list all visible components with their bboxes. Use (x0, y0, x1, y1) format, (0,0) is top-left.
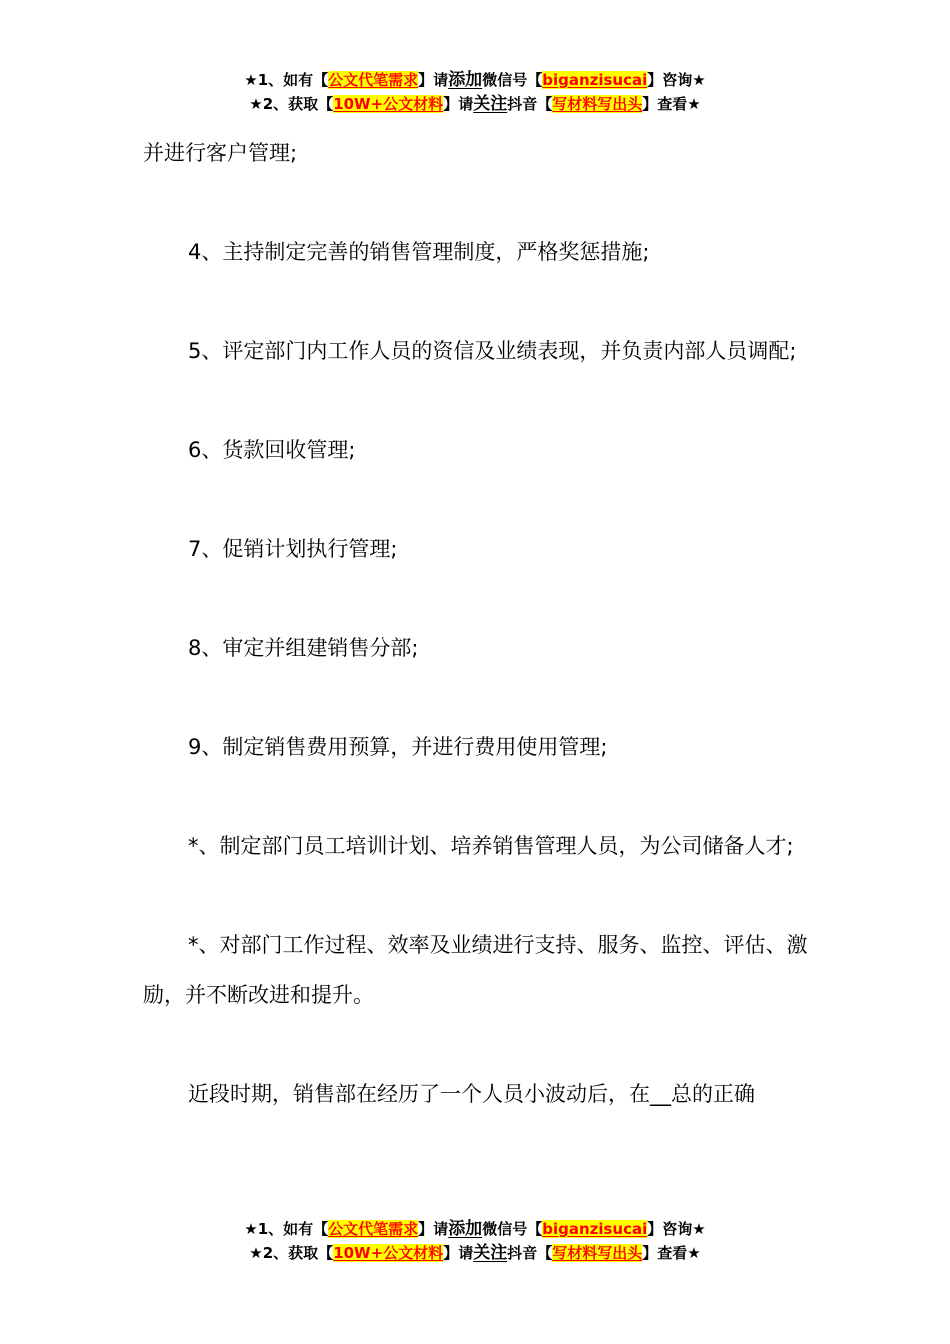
header-line-1-highlight-service: 公文代笔需求 (328, 71, 419, 89)
footer-line-1-highlight-service: 公文代笔需求 (328, 1220, 419, 1238)
header-line-2-text-a: 】请 (443, 95, 474, 113)
footer-line-2-text-a: 】请 (443, 1244, 474, 1262)
footer-line-2-suffix: 】查看★ (642, 1244, 701, 1262)
footer-banner (0, 1217, 950, 1265)
paragraph-item-9: 9、制定销售费用预算，并进行费用使用管理; (188, 735, 608, 759)
paragraph-item-7: 7、促销计划执行管理; (188, 537, 398, 561)
header-line-2-highlight-materials: 10W+公文材料 (333, 95, 444, 113)
header-line-1 (0, 68, 950, 92)
footer-line-1-prefix: ★1、如有【 (244, 1220, 329, 1238)
header-line-2-text-b: 抖音【 (507, 95, 553, 113)
footer-line-1-suffix: 】咨询★ (647, 1220, 706, 1238)
paragraph-continuation: 并进行客户管理; (143, 141, 298, 165)
paragraph-item-training: *、制定部门员工培训计划、培养销售管理人员，为公司储备人才; (188, 834, 794, 858)
header-line-2-suffix: 】查看★ (642, 95, 701, 113)
paragraph-item-4: 4、主持制定完善的销售管理制度，严格奖惩措施; (188, 240, 650, 264)
footer-line-1-emphasis: 添加 (448, 1219, 483, 1239)
header-line-1-text-b: 微信号【 (482, 71, 543, 89)
footer-line-2-highlight-account: 写材料写出头 (552, 1244, 643, 1262)
header-line-1-text-a: 】请 (418, 71, 449, 89)
paragraph-item-support: *、对部门工作过程、效率及业绩进行支持、服务、监控、评估、激励，并不断改进和提升。 (143, 933, 808, 1007)
header-line-1-emphasis: 添加 (448, 70, 483, 90)
header-line-1-suffix: 】咨询★ (647, 71, 706, 89)
header-line-2-prefix: ★2、获取【 (249, 95, 334, 113)
header-line-2 (0, 92, 950, 116)
header-line-2-emphasis: 关注 (473, 94, 508, 114)
header-banner (0, 68, 950, 116)
footer-line-1-text-b: 微信号【 (482, 1220, 543, 1238)
footer-line-1-text-a: 】请 (418, 1220, 449, 1238)
header-line-2-highlight-account: 写材料写出头 (552, 95, 643, 113)
header-line-1-prefix: ★1、如有【 (244, 71, 329, 89)
paragraph-item-5: 5、评定部门内工作人员的资信及业绩表现，并负责内部人员调配; (188, 339, 797, 363)
header-line-1-highlight-wechat: biganzisucai (542, 71, 648, 89)
paragraph-item-6: 6、货款回收管理; (188, 438, 356, 462)
document-body (143, 128, 813, 1168)
footer-line-1-highlight-wechat: biganzisucai (542, 1220, 648, 1238)
footer-line-2-highlight-materials: 10W+公文材料 (333, 1244, 444, 1262)
paragraph-item-8: 8、审定并组建销售分部; (188, 636, 419, 660)
footer-line-1 (0, 1217, 950, 1241)
paragraph-summary: 近段时期，销售部在经历了一个人员小波动后，在__总的正确 (188, 1082, 755, 1106)
footer-line-2-emphasis: 关注 (473, 1243, 508, 1263)
footer-line-2-text-b: 抖音【 (507, 1244, 553, 1262)
footer-line-2-prefix: ★2、获取【 (249, 1244, 334, 1262)
footer-line-2 (0, 1241, 950, 1265)
